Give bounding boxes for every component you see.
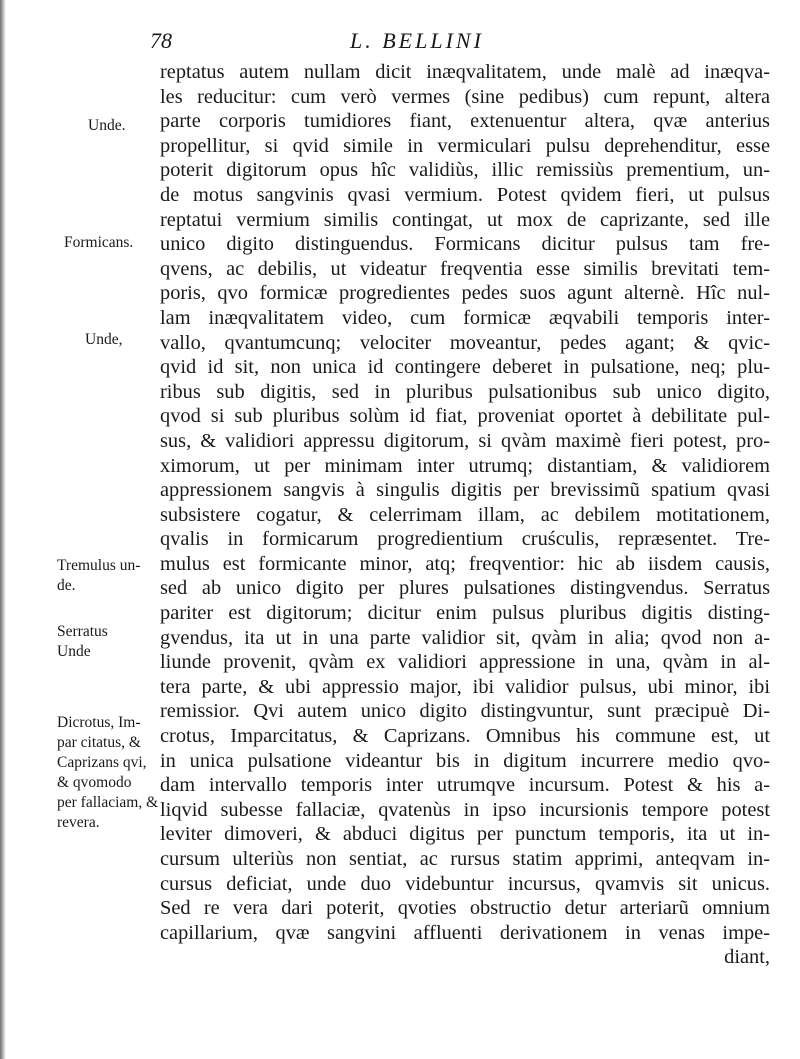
body-line: dam intervallo temporis inter utrumqve incursum. Potest & his a- (160, 774, 770, 797)
body-line: les reducitur: cum verò vermes (sine pedibus) cum repunt, altera (160, 85, 770, 108)
body-line: unico digito distinguendus. Formicans dicitur pulsus tam fre- (160, 233, 770, 256)
body-line: in unica pulsatione videantur bis in digitum incurrere medio qvo- (160, 749, 770, 772)
margin-notes (0, 0, 160, 1059)
body-line: liunde provenit, qvàm ex validiori appressione in una, qvàm in al- (160, 651, 770, 674)
page-number: 78 (150, 28, 172, 53)
margin-note-unde-2: Unde, (85, 331, 123, 348)
body-line: qvod si sub pluribus solùm id fiat, proveniat oportet à debilitate pul- (160, 405, 770, 428)
body-line: gvendus, ita ut in una parte validior sit, qvàm in alia; qvod non a- (160, 626, 770, 649)
body-line: capillarium, qvæ sangvini affluenti derivationem in venas impe- (160, 921, 770, 944)
body-line: liqvid subesse fallaciæ, qvatenùs in ipso incursionis tempore potest (160, 798, 770, 821)
body-line: vallo, qvantumcunq; velociter moveantur, pedes agant; & qvic- (160, 331, 770, 354)
body-line: Sed re vera dari poterit, qvoties obstructio detur arteriarũ omnium (160, 897, 770, 920)
body-line: qvid id sit, non unica id contingere deberet in pulsatione, neq; plu- (160, 356, 770, 379)
body-line: tera parte, & ubi appressio major, ibi validior pulsus, ubi minor, ibi (160, 675, 770, 698)
body-line: poris, qvo formicæ progredientes pedes suos agunt alternè. Hîc nul- (160, 282, 770, 305)
body-line: cursus deficiat, unde duo videbuntur incursus, qvamvis sit unicus. (160, 872, 770, 895)
body-line: leviter dimoveri, & abduci digitus per punctum temporis, ita ut in- (160, 823, 770, 846)
body-line: diant, (724, 946, 770, 969)
body-line: subsistere cogatur, & celerrimam illam, ac debilem motitationem, (160, 503, 770, 526)
body-line: reptatus autem nullam dicit inæqvalitatem, unde malè ad inæqva- (160, 61, 770, 83)
body-line: qvalis in formicarum progredientium cruśculis, repræsentet. Tre- (160, 528, 770, 551)
body-line: remissior. Qvi autem unico digito distingvuntur, sunt præcipuè Di- (160, 700, 770, 723)
margin-note-unde: Unde. (88, 117, 126, 134)
body-line: sed ab unico digito per plures pulsationes distingvendus. Serratus (160, 577, 770, 600)
body-line: poterit digitorum opus hîc validiùs, illic remissiùs prementium, un- (160, 159, 770, 182)
body-line: crotus, Imparcitatus, & Caprizans. Omnibus his commune est, ut (160, 725, 770, 748)
body-line: mulus est formicante minor, atq; freqventior: hic ab iisdem causis, (160, 552, 770, 575)
body-line: propellitur, si qvid simile in vermiculari pulsu deprehenditur, esse (160, 134, 770, 157)
margin-note-serratus: Serratus Unde (57, 623, 108, 660)
body-line: parte corporis tumidiores fiant, extenuentur altera, qvæ anterius (160, 110, 770, 133)
body-line: ximorum, ut per minimam inter utrumq; distantiam, & validiorem (160, 454, 770, 477)
body-line: appressionem sangvis à singulis digitis per brevissimũ spatium qvasi (160, 479, 770, 502)
body-line: pariter est digitorum; dicitur enim pulsus pluribus digitis disting- (160, 602, 770, 625)
body-line: qvens, ac debilis, ut videatur freqventia esse similis brevitati tem- (160, 257, 770, 280)
body-text (160, 60, 770, 970)
margin-note-tremulus: Tremulus un- de. (57, 557, 141, 594)
body-line: de motus sangvinis qvasi vermium. Potest qvidem fieri, ut pulsus (160, 183, 770, 206)
body-line: ribus sub digitis, sed in pluribus pulsationibus sub unico digito, (160, 380, 770, 403)
margin-note-formicans: Formicans. (64, 234, 134, 251)
margin-note-dicrotus: Dicrotus, Im- par citatus, & Caprizans qvi, & qvomodo per fallaciam, & revera. (57, 714, 159, 831)
page-header (150, 28, 580, 60)
body-line: lam inæqvalitatem video, cum formicæ æqvabili temporis inter- (160, 306, 770, 329)
running-head: L. BELLINI (350, 28, 484, 53)
body-line: reptatui vermium similis contingat, ut mox de caprizante, sed ille (160, 208, 770, 231)
body-line: cursum ulteriùs non sentiat, ac rursus statim apprimi, anteqvam in- (160, 848, 770, 870)
body-line: sus, & validiori appressu digitorum, si qvàm maximè fieri potest, pro- (160, 429, 770, 452)
